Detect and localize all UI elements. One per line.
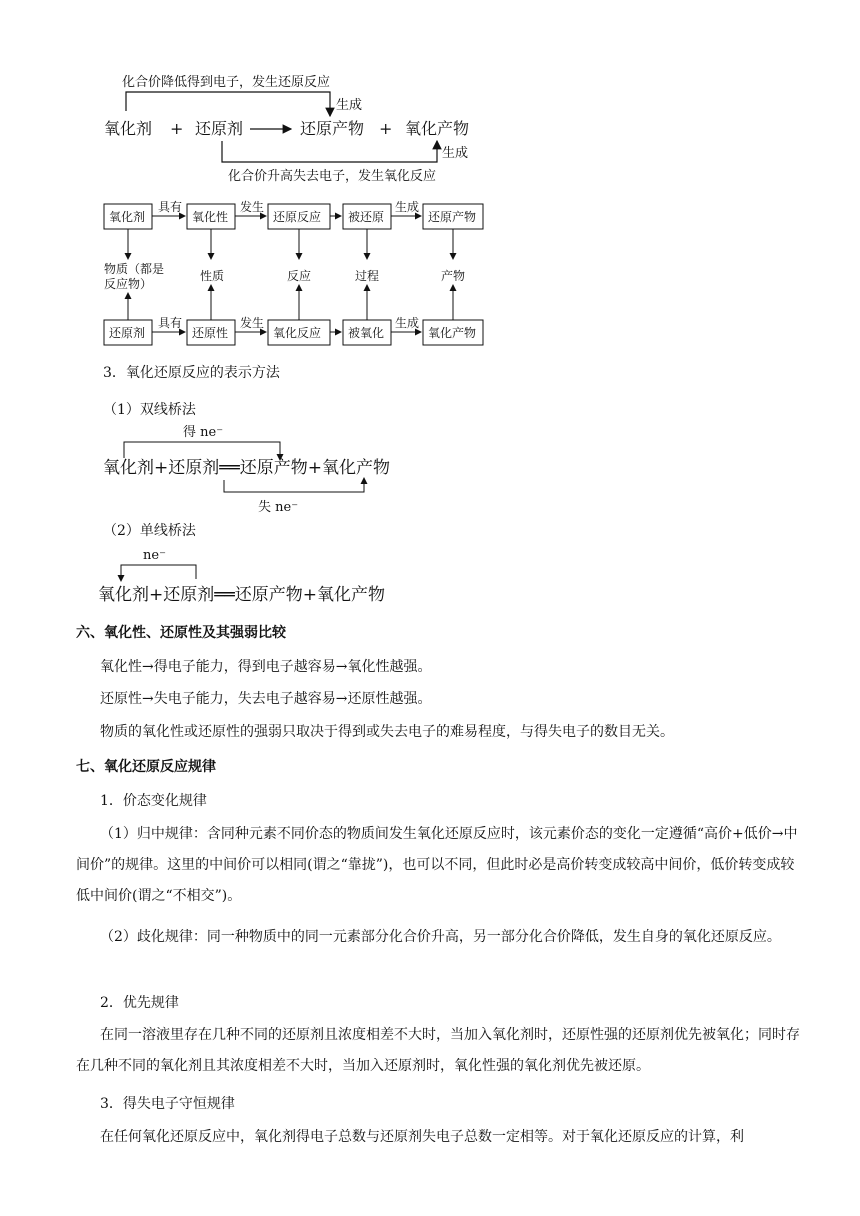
- top-label: 化合价降低得到电子，发生还原反应: [122, 75, 331, 90]
- rule1-title: 1．价态变化规律: [100, 793, 207, 809]
- rule3-paragraph: 在任何氧化还原反应中，氧化剂得电子总数与还原剂失电子总数一定相等。对于氧化还原反应的计算，利: [100, 1129, 744, 1145]
- box-reduction: 还原反应: [273, 210, 322, 224]
- mid-product: 产物: [441, 269, 466, 283]
- sec6-line-3: 物质的氧化性或还原性的强弱只取决于得到或失去电子的难易程度，与得失电子的数目无关。: [100, 724, 674, 740]
- box-oxidation: 氧化反应: [273, 326, 322, 340]
- single-equation: 氧化剂+还原剂══还原产物+氧化产物: [98, 585, 385, 605]
- single-bridge-diagram: [0, 545, 860, 607]
- box-oxidized-product: 氧化产物: [428, 326, 477, 340]
- rule1-paragraph-1: （1）归中规律：含同种元素不同价态的物质间发生氧化还原反应时，该元素价态的变化一定遵循“高价+低价→中间价”的规律。这里的中间价可以相同(谓之“靠拢”)，也可以不同，但此时必是高价转变成较高中间价，低价转变成较低中间价(谓之“不相交”)。: [76, 826, 798, 904]
- section3-title: 3．氧化还原反应的表示方法: [103, 365, 280, 381]
- double-equation: 氧化剂+还原剂══还原产物+氧化产物: [103, 458, 390, 478]
- gen-bottom: 生成: [442, 146, 469, 161]
- bottom-bracket: [222, 141, 437, 162]
- gain-label: 得 ne⁻: [183, 425, 224, 440]
- double-bridge-title: （1）双线桥法: [103, 402, 196, 418]
- plus-2: +: [379, 119, 393, 138]
- arrow-have-bottom: 具有: [158, 316, 183, 330]
- mid-reaction: 反应: [287, 269, 312, 283]
- rule1-paragraph-2: （2）歧化规律：同一种物质中的同一元素部分化合价升高，另一部分化合价降低，发生自身的氧化还原反应。: [100, 929, 781, 945]
- top-bracket: [126, 92, 330, 116]
- section7-title: 七、氧化还原反应规律: [76, 759, 216, 775]
- lose-label: 失 ne⁻: [258, 500, 299, 515]
- box-oxidant: 氧化剂: [109, 210, 146, 224]
- bottom-label: 化合价升高失去电子，发生氧化反应: [228, 169, 437, 184]
- mid-substance-1: 物质（都是: [104, 262, 165, 276]
- gen-top: 生成: [336, 98, 363, 113]
- arrow-occur-top: 发生: [240, 200, 265, 214]
- arrow-have-top: 具有: [158, 200, 183, 214]
- redox-flow-diagram: [0, 195, 860, 355]
- mid-process: 过程: [355, 269, 380, 283]
- rule2-paragraph: 在同一溶液里存在几种不同的还原剂且浓度相差不大时，当加入氧化剂时，还原性强的还原剂优先被氧化；同时存在几种不同的氧化剂且其浓度相差不大时，当加入还原剂时，氧化性强的氧化剂优先被还原。: [76, 1027, 800, 1074]
- sec6-line-2: 还原性→失电子能力，失去电子越容易→还原性越强。: [100, 691, 432, 707]
- arrow-gen-top: 生成: [395, 200, 420, 214]
- term-reductant: 还原剂: [195, 119, 244, 138]
- section6-title: 六、氧化性、还原性及其强弱比较: [76, 625, 286, 641]
- box-reductant: 还原剂: [109, 326, 146, 340]
- single-bridge-title: （2）单线桥法: [103, 523, 196, 539]
- box-reduced-product: 还原产物: [428, 210, 477, 224]
- term-oxidant: 氧化剂: [104, 119, 153, 138]
- box-oxidizing: 氧化性: [192, 210, 229, 224]
- rule2-title: 2．优先规律: [100, 995, 179, 1011]
- single-label: ne⁻: [143, 548, 166, 563]
- arrow-occur-bottom: 发生: [240, 316, 265, 330]
- box-oxidized: 被氧化: [348, 326, 385, 340]
- rule3-title: 3．得失电子守恒规律: [100, 1096, 235, 1112]
- plus-1: +: [170, 119, 184, 138]
- arrow-gen-bottom: 生成: [395, 316, 420, 330]
- box-reduced: 被还原: [348, 210, 385, 224]
- mid-substance-2: 反应物）: [104, 277, 153, 291]
- redox-overview-diagram: [0, 0, 860, 195]
- sec6-line-1: 氧化性→得电子能力，得到电子越容易→氧化性越强。: [100, 659, 432, 675]
- double-bridge-diagram: [0, 418, 860, 518]
- term-oxidized-product: 氧化产物: [405, 119, 470, 138]
- box-reducing: 还原性: [192, 326, 229, 340]
- term-reduced-product: 还原产物: [300, 119, 365, 138]
- mid-property: 性质: [200, 269, 225, 283]
